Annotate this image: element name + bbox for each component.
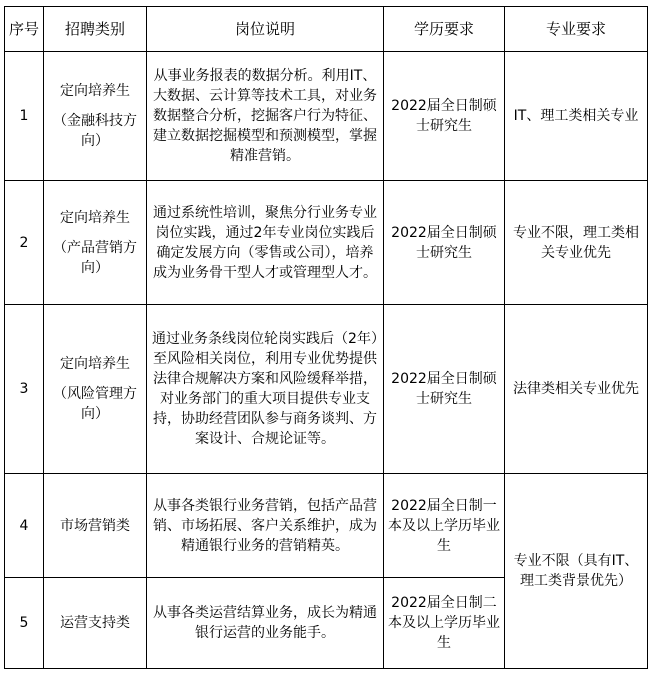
category-label: 定向培养生 [60, 209, 130, 226]
row-major: 法律类相关专业优先 [505, 305, 648, 474]
row-education: 2022届全日制硕士研究生 [384, 181, 505, 305]
row-education: 2022届全日制硕士研究生 [384, 305, 505, 474]
recruitment-table [4, 6, 648, 669]
row-no: 5 [5, 578, 44, 669]
row-major: IT、理工类相关专业 [505, 52, 648, 181]
header-major: 专业要求 [505, 7, 648, 52]
header-no: 序号 [5, 7, 44, 52]
table-row [5, 305, 648, 474]
row-no: 1 [5, 52, 44, 181]
table-row [5, 474, 648, 578]
row-major: 专业不限，理工类相关专业优先 [505, 181, 648, 305]
row-category [44, 181, 147, 305]
header-row [5, 7, 648, 52]
row-description: 从事各类银行业务营销，包括产品营销、市场拓展、客户关系维护，成为精通银行业务的营销精英。 [147, 474, 384, 578]
row-category: 运营支持类 [44, 578, 147, 669]
row-description: 通过业务条线岗位轮岗实践后（2年）至风险相关岗位，利用专业优势提供法律合规解决方案和风险缓释举措，对业务部门的重大项目提供专业支持，协助经营团队参与商务谈判、方案设计、合规论证等。 [147, 305, 384, 474]
header-education: 学历要求 [384, 7, 505, 52]
row-no: 3 [5, 305, 44, 474]
row-education: 2022届全日制一本及以上学历毕业生 [384, 474, 505, 578]
row-education: 2022届全日制硕士研究生 [384, 52, 505, 181]
category-sub: （金融科技方向） [53, 113, 137, 149]
row-no: 4 [5, 474, 44, 578]
row-category: 市场营销类 [44, 474, 147, 578]
row-description: 通过系统性培训，聚焦分行业务专业岗位实践，通过2年专业岗位实践后确定发展方向（零售或公司），培养成为业务骨干型人才或管理型人才。 [147, 181, 384, 305]
table-row [5, 181, 648, 305]
category-label: 定向培养生 [60, 356, 130, 372]
row-category [44, 52, 147, 181]
header-description: 岗位说明 [147, 7, 384, 52]
row-no: 2 [5, 181, 44, 305]
row-description: 从事业务报表的数据分析。利用IT、大数据、云计算等技术工具，对业务数据整合分析，挖掘客户行为特征、建立数据挖掘模型和预测模型，掌握精准营销。 [147, 52, 384, 181]
row-major-merged: 专业不限（具有IT、理工类背景优先） [505, 474, 648, 669]
category-sub: （风险管理方向） [53, 386, 137, 422]
header-category: 招聘类别 [44, 7, 147, 52]
row-description: 从事各类运营结算业务，成长为精通银行运营的业务能手。 [147, 578, 384, 669]
row-category [44, 305, 147, 474]
category-sub: （产品营销方向） [53, 239, 137, 276]
table-row [5, 52, 648, 181]
category-label: 定向培养生 [60, 83, 130, 99]
row-education: 2022届全日制二本及以上学历毕业生 [384, 578, 505, 669]
